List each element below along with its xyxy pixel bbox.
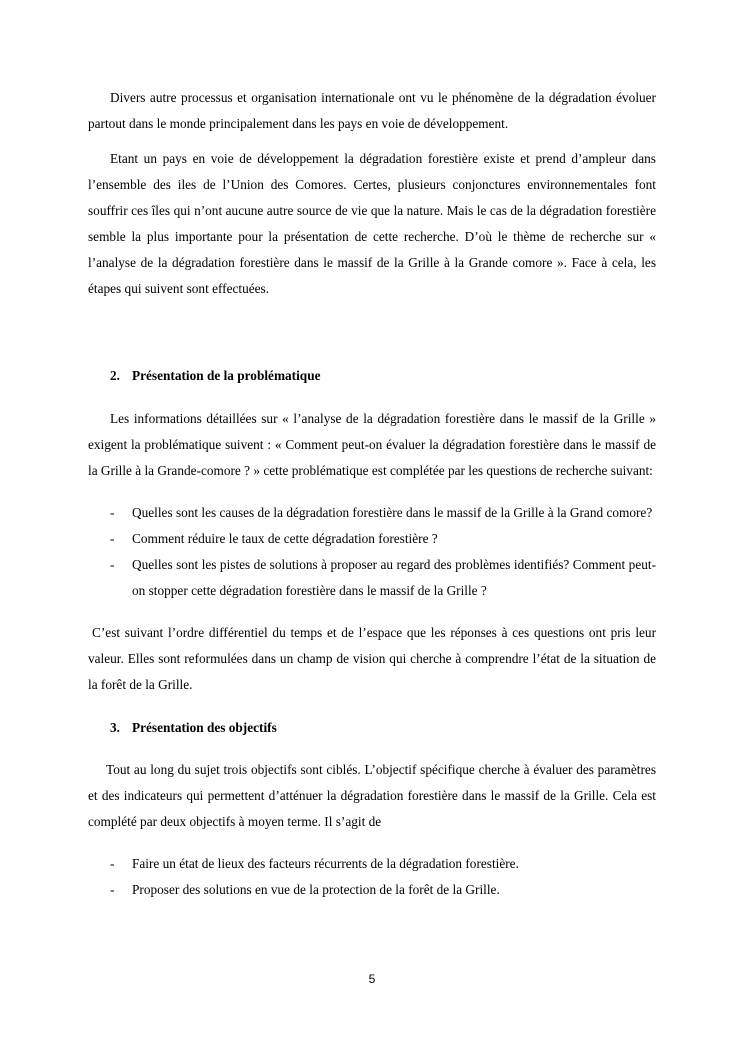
dash-marker: -: [110, 856, 115, 871]
list-item: - Comment réduire le taux de cette dégradation forestière ?: [88, 526, 656, 552]
section-title: Présentation de la problématique: [132, 368, 321, 383]
dash-marker: -: [110, 505, 115, 520]
page-content: [88, 85, 656, 903]
section-heading-problematique: [88, 363, 656, 389]
list-item: - Quelles sont les pistes de solutions à proposer au regard des problèmes identifiés? Comment peut-on stopper cette dégradation forestière dans le massif de la Grille ?: [88, 552, 656, 604]
paragraph-problematique: Les informations détaillées sur « l’analyse de la dégradation forestière dans le massif de la Grille » exigent la problématique suivent : « Comment peut-on évaluer la dégradation forestière dans le massif de la Grille à la Grande-comore ? » cette problématique est complétée par les questions de recherche suivant:: [88, 411, 656, 478]
paragraph-context: Etant un pays en voie de développement la dégradation forestière existe et prend d’ampleur dans l’ensemble des iles de l’Union des Comores. Certes, plusieurs conjonctures environnementales font souffrir ces îles qui n’ont aucune autre source de vie que la nature. Mais le cas de la dégradation forestière semble la plus importante pour la présentation de cette recherche. D’où le thème de recherche sur « l’analyse de la dégradation forestière dans le massif de la Grille à la Grande comore ». Face à cela, les étapes qui suivent sont effectuées.: [88, 151, 656, 296]
page-number: 5: [368, 972, 376, 986]
dash-marker: -: [110, 531, 115, 546]
objectives-list: [88, 851, 656, 903]
paragraph-objectifs: Tout au long du sujet trois objectifs sont ciblés. L’objectif spécifique cherche à évaluer des paramètres et des indicateurs qui permettent d’atténuer la dégradation forestière dans le massif de la Grille. Cela est complété par deux objectifs à moyen terme. Il s’agit de: [88, 762, 656, 829]
paragraph-conclusion: C’est suivant l’ordre différentiel du temps et de l’espace que les réponses à ces questions ont pris leur valeur. Elles sont reformulées dans un champ de vision qui cherche à comprendre l’état de la situation de la forêt de la Grille.: [88, 625, 656, 692]
research-questions-list: [88, 500, 656, 604]
section-number: 2.: [110, 368, 120, 383]
list-item: - Proposer des solutions en vue de la protection de la forêt de la Grille.: [88, 877, 656, 903]
dash-marker: -: [110, 882, 115, 897]
section-heading-objectifs: [88, 715, 656, 741]
dash-marker: -: [110, 557, 115, 572]
list-item: - Quelles sont les causes de la dégradation forestière dans le massif de la Grille à la Grand comore?: [88, 500, 656, 526]
section-title: Présentation des objectifs: [132, 720, 277, 735]
paragraph-intro: Divers autre processus et organisation internationale ont vu le phénomène de la dégradation évoluer partout dans le monde principalement dans les pays en voie de développement.: [88, 90, 656, 131]
section-number: 3.: [110, 720, 120, 735]
list-item: - Faire un état de lieux des facteurs récurrents de la dégradation forestière.: [88, 851, 656, 877]
